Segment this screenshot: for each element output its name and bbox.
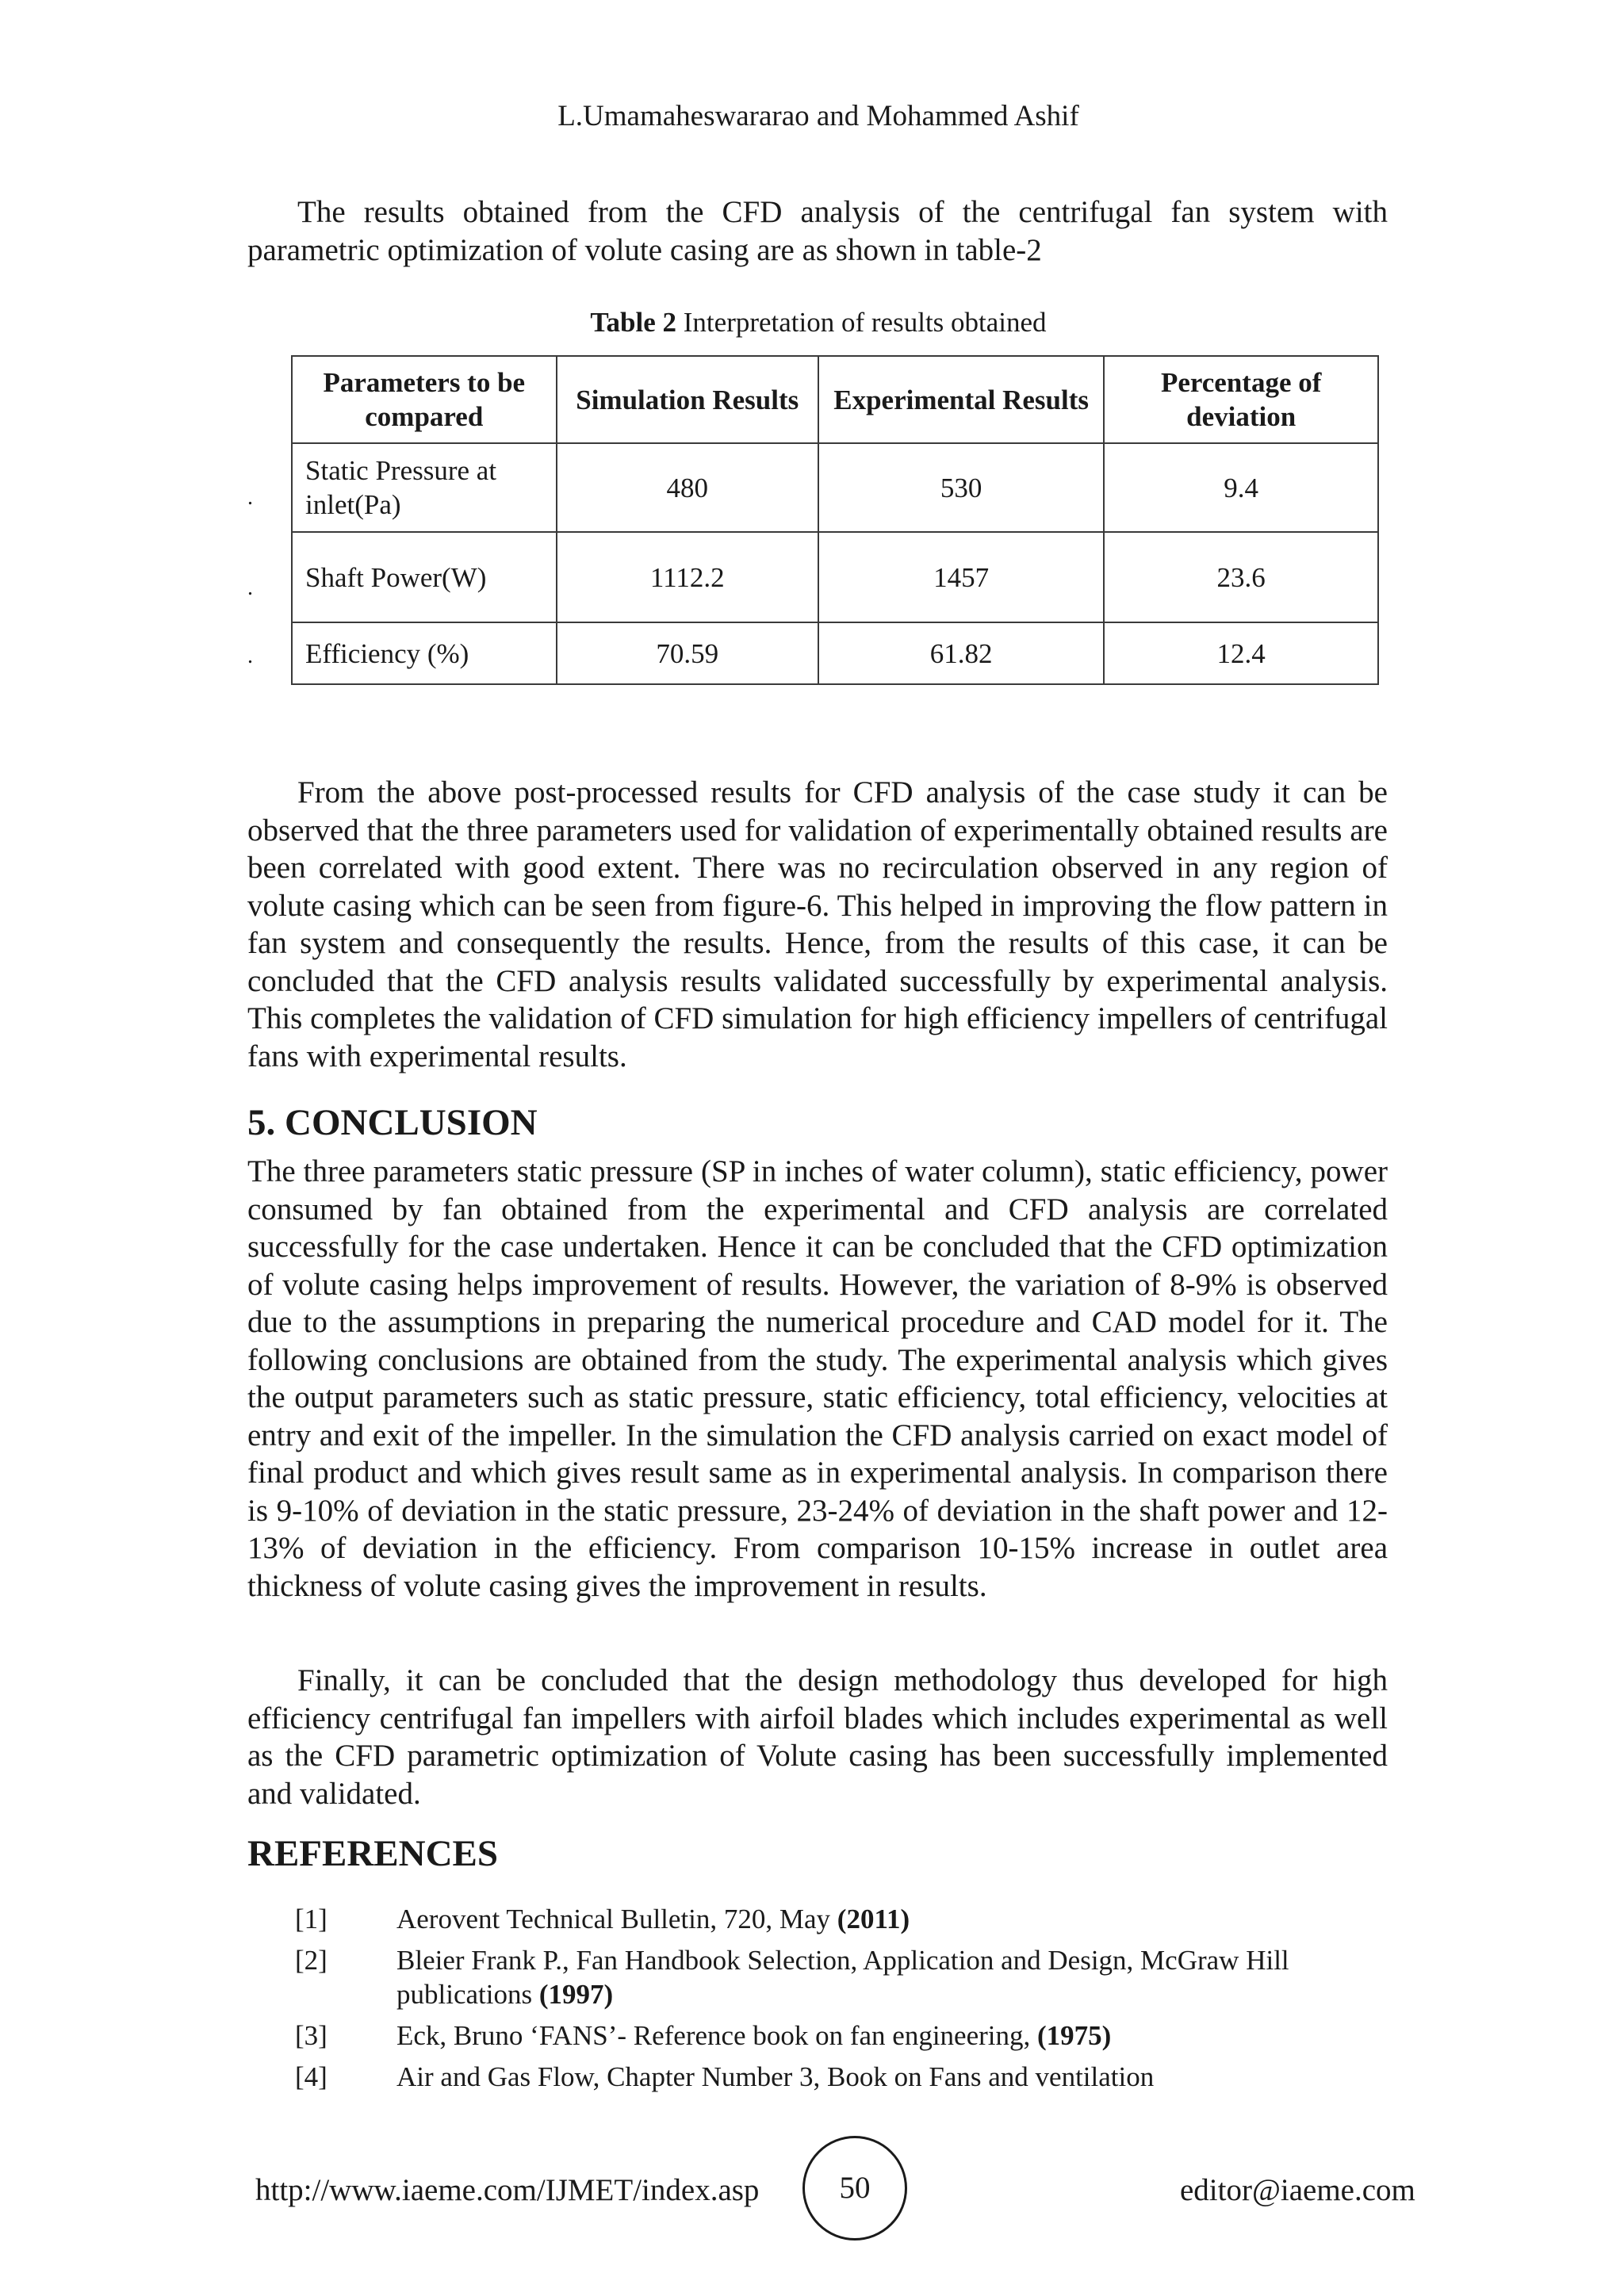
- discussion-paragraph: From the above post-processed results for CFD analysis of the case study it can be observed that the three parameters used for validation of experimentally obtained results are been correlated with good extent. There was no recirculation observed in any region of volute casing which can be seen from figure-6. This helped in improving the flow pattern in fan system and consequently the results. Hence, from the results of this case, it can be concluded that the CFD analysis results validated successfully by experimental analysis. This completes the validation of CFD simulation for high efficiency impellers of centrifugal fans with experimental results.: [247, 775, 1388, 1073]
- references-list: [247, 1902, 1388, 2101]
- reference-text: Air and Gas Flow, Chapter Number 3, Book on Fans and ventilation: [396, 2061, 1155, 2092]
- cell-simulation: 1112.2: [557, 532, 818, 622]
- footer-email-link[interactable]: editor@iaeme.com: [1180, 2173, 1415, 2207]
- cell-parameter: Static Pressure at inlet(Pa): [292, 443, 557, 532]
- header-experimental: Experimental Results: [818, 356, 1104, 443]
- reference-year: (1975): [1037, 2020, 1112, 2051]
- table-row: [292, 532, 1378, 622]
- page-number: 50: [802, 2136, 907, 2241]
- reference-number: [2]: [295, 1945, 327, 1976]
- reference-item: [247, 2019, 1388, 2053]
- reference-item: [247, 2060, 1388, 2094]
- reference-year: (2011): [837, 1904, 910, 1934]
- references-heading: REFERENCES: [247, 1833, 499, 1874]
- cell-parameter: Shaft Power(W): [292, 532, 557, 622]
- cell-simulation: 70.59: [557, 622, 818, 684]
- table-caption-label: Table 2: [590, 307, 677, 338]
- reference-number: [1]: [295, 1904, 327, 1934]
- table-caption: [247, 304, 1389, 341]
- row-marker: .: [247, 576, 253, 600]
- table-header-row: [292, 356, 1378, 443]
- table-row: [292, 443, 1378, 532]
- cell-deviation: 12.4: [1104, 622, 1378, 684]
- conclusion-heading: 5. CONCLUSION: [247, 1102, 538, 1143]
- results-table: [291, 355, 1379, 685]
- table-row: [292, 622, 1378, 684]
- reference-number: [3]: [295, 2020, 327, 2051]
- conclusion-paragraph-1: The three parameters static pressure (SP in inches of water column), static efficiency, power consumed by fan obtained from the experimental and CFD analysis are correlated successfully for the case undertaken. Hence it can be concluded that the CFD optimization of volute casing helps improvement of results. However, the variation of 8-9% is observed due to the assumptions in preparing the numerical procedure and CAD model for it. The following conclusions are obtained from the study. The experimental analysis which gives the output parameters such as static pressure, static efficiency, total efficiency, velocities at entry and exit of the impeller. In the simulation the CFD analysis carried on exact model of final product and which gives result same as in experimental analysis. In comparison there is 9-10% of deviation in the static pressure, 23-24% of deviation in the shaft power and 12-13% of deviation in the efficiency. From comparison 10-15% increase in outlet area thickness of volute casing gives the improvement in results.: [247, 1154, 1388, 1603]
- header-simulation: Simulation Results: [557, 356, 818, 443]
- header-parameters: Parameters to be compared: [292, 356, 557, 443]
- reference-year: (1997): [538, 1979, 614, 2010]
- reference-text: Eck, Bruno ‘FANS’- Reference book on fan engineering,: [396, 2020, 1037, 2051]
- table-caption-text: Interpretation of results obtained: [676, 307, 1047, 338]
- reference-item: [247, 1943, 1388, 2011]
- header-deviation: Percentage of deviation: [1104, 356, 1378, 443]
- row-marker: .: [247, 485, 253, 510]
- cell-simulation: 480: [557, 443, 818, 532]
- cell-experimental: 1457: [818, 532, 1104, 622]
- reference-number: [4]: [295, 2061, 327, 2092]
- reference-text: Aerovent Technical Bulletin, 720, May: [396, 1904, 837, 1934]
- cell-deviation: 9.4: [1104, 443, 1378, 532]
- reference-item: [247, 1902, 1388, 1936]
- reference-text: Bleier Frank P., Fan Handbook Selection, Application and Design, McGraw Hill publications: [396, 1945, 1289, 2010]
- cell-parameter: Efficiency (%): [292, 622, 557, 684]
- cell-deviation: 23.6: [1104, 532, 1378, 622]
- cell-experimental: 530: [818, 443, 1104, 532]
- footer-url-link[interactable]: http://www.iaeme.com/IJMET/index.asp: [255, 2173, 760, 2207]
- intro-paragraph: The results obtained from the CFD analysis of the centrifugal fan system with parametric optimization of volute casing are as shown in table-2: [247, 195, 1388, 267]
- conclusion-paragraph-2: Finally, it can be concluded that the design methodology thus developed for high efficiency centrifugal fan impellers with airfoil blades which includes experimental as well as the CFD parametric optimization of Volute casing has been successfully implemented and validated.: [247, 1663, 1388, 1811]
- cell-experimental: 61.82: [818, 622, 1104, 684]
- running-head: L.Umamaheswararao and Mohammed Ashif: [557, 100, 1079, 132]
- row-marker: .: [247, 644, 253, 668]
